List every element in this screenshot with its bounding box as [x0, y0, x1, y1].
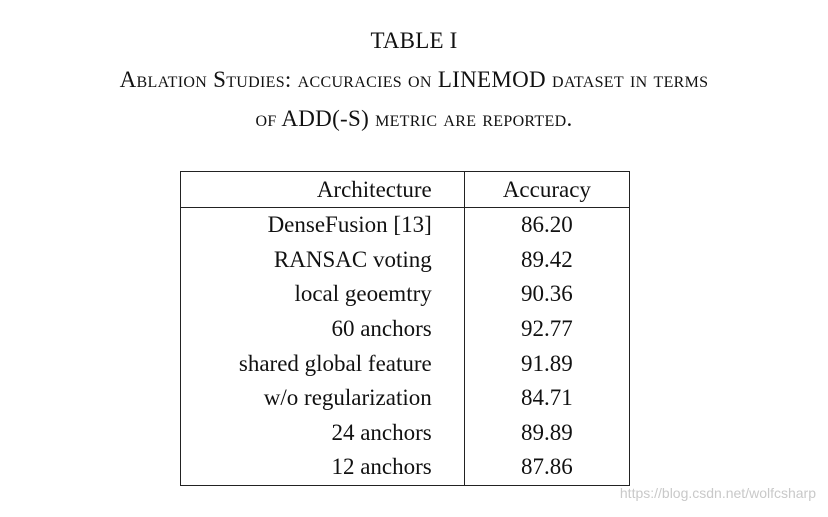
- architecture-cell: 12 anchors: [181, 450, 465, 485]
- table-row: [181, 277, 630, 312]
- table-row: [181, 208, 630, 243]
- column-header-accuracy: Accuracy: [464, 172, 629, 208]
- table-row: [181, 450, 630, 485]
- architecture-cell: DenseFusion [13]: [181, 208, 465, 243]
- accuracy-cell: 87.86: [464, 450, 629, 485]
- column-header-architecture: Architecture: [181, 172, 465, 208]
- watermark-url: https://blog.csdn.net/wolfcsharp: [619, 485, 816, 501]
- table-label: TABLE I: [370, 28, 458, 53]
- accuracy-cell-best: 92.77: [464, 312, 629, 347]
- accuracy-cell: 86.20: [464, 208, 629, 243]
- table-row: [181, 312, 630, 347]
- table-caption-line-1: Ablation Studies: accuracies on LINEMOD dataset in terms: [119, 67, 709, 92]
- table-row: [181, 346, 630, 381]
- table-row: [181, 416, 630, 451]
- accuracy-cell: 91.89: [464, 346, 629, 381]
- accuracy-cell: 89.89: [464, 416, 629, 451]
- accuracy-cell: 90.36: [464, 277, 629, 312]
- table-caption-line-2: of ADD(-S) metric are reported.: [255, 106, 573, 131]
- architecture-cell: local geoemtry: [181, 277, 465, 312]
- architecture-cell: shared global feature: [181, 346, 465, 381]
- ablation-results-table: [180, 171, 630, 486]
- accuracy-cell: 89.42: [464, 243, 629, 278]
- accuracy-cell: 84.71: [464, 381, 629, 416]
- table-header-row: [181, 172, 630, 208]
- table-row: [181, 381, 630, 416]
- table-row: [181, 243, 630, 278]
- architecture-cell: w/o regularization: [181, 381, 465, 416]
- architecture-cell: 60 anchors: [181, 312, 465, 347]
- architecture-cell: 24 anchors: [181, 416, 465, 451]
- architecture-cell: RANSAC voting: [181, 243, 465, 278]
